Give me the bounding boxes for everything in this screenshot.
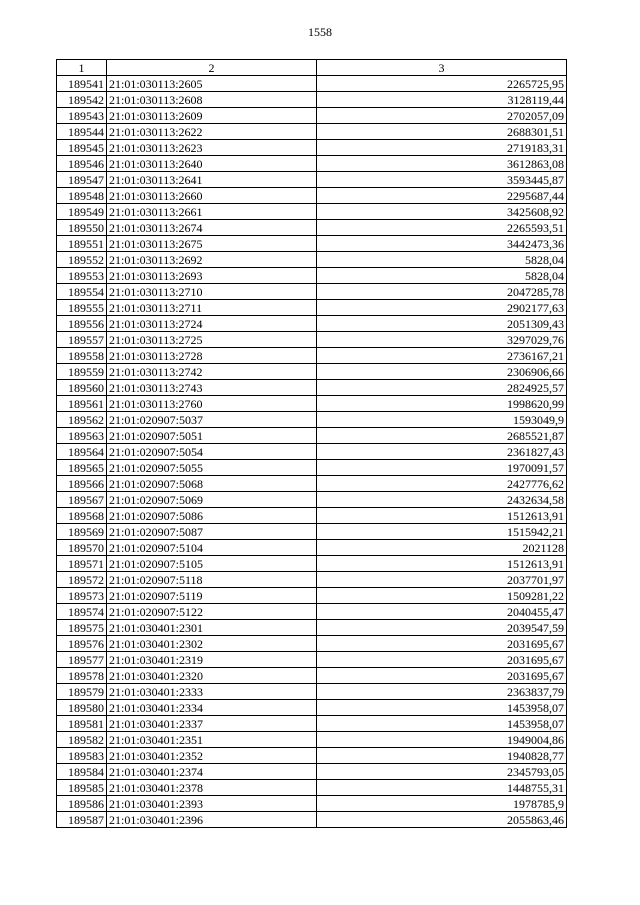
row-number-cell: 189583 bbox=[57, 748, 107, 764]
row-number-cell: 189569 bbox=[57, 524, 107, 540]
value-cell: 2427776,62 bbox=[317, 476, 567, 492]
data-table bbox=[56, 59, 567, 828]
value-cell: 3425608,92 bbox=[317, 204, 567, 220]
value-cell: 1509281,22 bbox=[317, 588, 567, 604]
table-row bbox=[57, 636, 567, 652]
cadastral-number-cell: 21:01:020907:5051 bbox=[107, 428, 317, 444]
table-row bbox=[57, 748, 567, 764]
value-cell: 2824925,57 bbox=[317, 380, 567, 396]
cadastral-number-cell: 21:01:030113:2640 bbox=[107, 156, 317, 172]
row-number-cell: 189578 bbox=[57, 668, 107, 684]
row-number-cell: 189585 bbox=[57, 780, 107, 796]
table-row bbox=[57, 252, 567, 268]
table-row bbox=[57, 444, 567, 460]
value-cell: 2031695,67 bbox=[317, 652, 567, 668]
row-number-cell: 189584 bbox=[57, 764, 107, 780]
value-cell: 2051309,43 bbox=[317, 316, 567, 332]
cadastral-number-cell: 21:01:020907:5086 bbox=[107, 508, 317, 524]
row-number-cell: 189587 bbox=[57, 812, 107, 828]
row-number-cell: 189579 bbox=[57, 684, 107, 700]
value-cell: 2736167,21 bbox=[317, 348, 567, 364]
value-cell: 2039547,59 bbox=[317, 620, 567, 636]
table-row bbox=[57, 92, 567, 108]
value-cell: 1593049,9 bbox=[317, 412, 567, 428]
value-cell: 2685521,87 bbox=[317, 428, 567, 444]
value-cell: 1998620,99 bbox=[317, 396, 567, 412]
table-row bbox=[57, 556, 567, 572]
row-number-cell: 189581 bbox=[57, 716, 107, 732]
table-row bbox=[57, 428, 567, 444]
value-cell: 2265593,51 bbox=[317, 220, 567, 236]
cadastral-number-cell: 21:01:030401:2319 bbox=[107, 652, 317, 668]
value-cell: 2902177,63 bbox=[317, 300, 567, 316]
cadastral-number-cell: 21:01:030401:2334 bbox=[107, 700, 317, 716]
value-cell: 2040455,47 bbox=[317, 604, 567, 620]
table-row bbox=[57, 732, 567, 748]
row-number-cell: 189542 bbox=[57, 92, 107, 108]
row-number-cell: 189565 bbox=[57, 460, 107, 476]
table-row bbox=[57, 508, 567, 524]
row-number-cell: 189572 bbox=[57, 572, 107, 588]
row-number-cell: 189551 bbox=[57, 236, 107, 252]
value-cell: 2047285,78 bbox=[317, 284, 567, 300]
value-cell: 3593445,87 bbox=[317, 172, 567, 188]
row-number-cell: 189552 bbox=[57, 252, 107, 268]
cadastral-number-cell: 21:01:020907:5069 bbox=[107, 492, 317, 508]
row-number-cell: 189582 bbox=[57, 732, 107, 748]
cadastral-number-cell: 21:01:030113:2760 bbox=[107, 396, 317, 412]
value-cell: 2055863,46 bbox=[317, 812, 567, 828]
cadastral-number-cell: 21:01:030401:2378 bbox=[107, 780, 317, 796]
table-row bbox=[57, 540, 567, 556]
value-cell: 3297029,76 bbox=[317, 332, 567, 348]
value-cell: 1512613,91 bbox=[317, 556, 567, 572]
row-number-cell: 189577 bbox=[57, 652, 107, 668]
row-number-cell: 189564 bbox=[57, 444, 107, 460]
table-row bbox=[57, 396, 567, 412]
row-number-cell: 189563 bbox=[57, 428, 107, 444]
table-row bbox=[57, 572, 567, 588]
table-row bbox=[57, 284, 567, 300]
cadastral-number-cell: 21:01:030401:2333 bbox=[107, 684, 317, 700]
value-cell: 2031695,67 bbox=[317, 636, 567, 652]
table-row bbox=[57, 764, 567, 780]
value-cell: 1949004,86 bbox=[317, 732, 567, 748]
value-cell: 2702057,09 bbox=[317, 108, 567, 124]
table-row bbox=[57, 156, 567, 172]
row-number-cell: 189562 bbox=[57, 412, 107, 428]
cadastral-number-cell: 21:01:030113:2692 bbox=[107, 252, 317, 268]
value-cell: 1512613,91 bbox=[317, 508, 567, 524]
table-row bbox=[57, 236, 567, 252]
table-row bbox=[57, 412, 567, 428]
cadastral-number-cell: 21:01:030113:2728 bbox=[107, 348, 317, 364]
cadastral-number-cell: 21:01:020907:5118 bbox=[107, 572, 317, 588]
cadastral-number-cell: 21:01:030401:2374 bbox=[107, 764, 317, 780]
column-header-3: 3 bbox=[317, 60, 567, 76]
value-cell: 2719183,31 bbox=[317, 140, 567, 156]
row-number-cell: 189549 bbox=[57, 204, 107, 220]
cadastral-number-cell: 21:01:030401:2396 bbox=[107, 812, 317, 828]
table-row bbox=[57, 492, 567, 508]
table-row bbox=[57, 620, 567, 636]
value-cell: 1970091,57 bbox=[317, 460, 567, 476]
row-number-cell: 189576 bbox=[57, 636, 107, 652]
value-cell: 2363837,79 bbox=[317, 684, 567, 700]
cadastral-number-cell: 21:01:020907:5087 bbox=[107, 524, 317, 540]
row-number-cell: 189553 bbox=[57, 268, 107, 284]
value-cell: 1978785,9 bbox=[317, 796, 567, 812]
row-number-cell: 189555 bbox=[57, 300, 107, 316]
cadastral-number-cell: 21:01:030113:2710 bbox=[107, 284, 317, 300]
cadastral-number-cell: 21:01:020907:5054 bbox=[107, 444, 317, 460]
row-number-cell: 189560 bbox=[57, 380, 107, 396]
value-cell: 2037701,97 bbox=[317, 572, 567, 588]
row-number-cell: 189567 bbox=[57, 492, 107, 508]
cadastral-number-cell: 21:01:030113:2623 bbox=[107, 140, 317, 156]
table-row bbox=[57, 332, 567, 348]
cadastral-number-cell: 21:01:030113:2609 bbox=[107, 108, 317, 124]
row-number-cell: 189548 bbox=[57, 188, 107, 204]
value-cell: 1448755,31 bbox=[317, 780, 567, 796]
table-row bbox=[57, 348, 567, 364]
value-cell: 1453958,07 bbox=[317, 700, 567, 716]
table-row bbox=[57, 124, 567, 140]
cadastral-number-cell: 21:01:030401:2301 bbox=[107, 620, 317, 636]
cadastral-number-cell: 21:01:030401:2393 bbox=[107, 796, 317, 812]
table-row bbox=[57, 700, 567, 716]
row-number-cell: 189574 bbox=[57, 604, 107, 620]
value-cell: 2306906,66 bbox=[317, 364, 567, 380]
row-number-cell: 189544 bbox=[57, 124, 107, 140]
cadastral-number-cell: 21:01:020907:5105 bbox=[107, 556, 317, 572]
value-cell: 3128119,44 bbox=[317, 92, 567, 108]
row-number-cell: 189561 bbox=[57, 396, 107, 412]
row-number-cell: 189558 bbox=[57, 348, 107, 364]
table-row bbox=[57, 652, 567, 668]
table-row bbox=[57, 476, 567, 492]
cadastral-number-cell: 21:01:030401:2320 bbox=[107, 668, 317, 684]
table-row bbox=[57, 604, 567, 620]
value-cell: 5828,04 bbox=[317, 252, 567, 268]
cadastral-number-cell: 21:01:030113:2660 bbox=[107, 188, 317, 204]
value-cell: 2688301,51 bbox=[317, 124, 567, 140]
value-cell: 2021128 bbox=[317, 540, 567, 556]
table-row bbox=[57, 780, 567, 796]
cadastral-number-cell: 21:01:020907:5104 bbox=[107, 540, 317, 556]
value-cell: 2432634,58 bbox=[317, 492, 567, 508]
row-number-cell: 189570 bbox=[57, 540, 107, 556]
cadastral-number-cell: 21:01:030113:2622 bbox=[107, 124, 317, 140]
table-row bbox=[57, 172, 567, 188]
table-row bbox=[57, 204, 567, 220]
value-cell: 1940828,77 bbox=[317, 748, 567, 764]
row-number-cell: 189557 bbox=[57, 332, 107, 348]
cadastral-number-cell: 21:01:030401:2351 bbox=[107, 732, 317, 748]
table-row bbox=[57, 524, 567, 540]
table-row bbox=[57, 796, 567, 812]
row-number-cell: 189547 bbox=[57, 172, 107, 188]
row-number-cell: 189545 bbox=[57, 140, 107, 156]
value-cell: 1453958,07 bbox=[317, 716, 567, 732]
table-row bbox=[57, 684, 567, 700]
value-cell: 3612863,08 bbox=[317, 156, 567, 172]
row-number-cell: 189566 bbox=[57, 476, 107, 492]
value-cell: 2345793,05 bbox=[317, 764, 567, 780]
row-number-cell: 189580 bbox=[57, 700, 107, 716]
cadastral-number-cell: 21:01:030401:2352 bbox=[107, 748, 317, 764]
cadastral-number-cell: 21:01:020907:5055 bbox=[107, 460, 317, 476]
cadastral-number-cell: 21:01:030401:2337 bbox=[107, 716, 317, 732]
cadastral-number-cell: 21:01:030113:2742 bbox=[107, 364, 317, 380]
value-cell: 2295687,44 bbox=[317, 188, 567, 204]
table-row bbox=[57, 364, 567, 380]
value-cell: 3442473,36 bbox=[317, 236, 567, 252]
table-row bbox=[57, 140, 567, 156]
table-row bbox=[57, 300, 567, 316]
header-row bbox=[57, 60, 567, 76]
value-cell: 1515942,21 bbox=[317, 524, 567, 540]
table-row bbox=[57, 108, 567, 124]
row-number-cell: 189543 bbox=[57, 108, 107, 124]
value-cell: 5828,04 bbox=[317, 268, 567, 284]
row-number-cell: 189586 bbox=[57, 796, 107, 812]
table-row bbox=[57, 188, 567, 204]
cadastral-number-cell: 21:01:030113:2724 bbox=[107, 316, 317, 332]
row-number-cell: 189554 bbox=[57, 284, 107, 300]
table-row bbox=[57, 268, 567, 284]
table-row bbox=[57, 220, 567, 236]
table-row bbox=[57, 76, 567, 92]
cadastral-number-cell: 21:01:030113:2725 bbox=[107, 332, 317, 348]
table-row bbox=[57, 668, 567, 684]
cadastral-number-cell: 21:01:030113:2693 bbox=[107, 268, 317, 284]
row-number-cell: 189573 bbox=[57, 588, 107, 604]
row-number-cell: 189559 bbox=[57, 364, 107, 380]
cadastral-number-cell: 21:01:020907:5122 bbox=[107, 604, 317, 620]
row-number-cell: 189568 bbox=[57, 508, 107, 524]
row-number-cell: 189550 bbox=[57, 220, 107, 236]
table-row bbox=[57, 812, 567, 828]
value-cell: 2265725,95 bbox=[317, 76, 567, 92]
page-number: 1558 bbox=[308, 25, 332, 39]
cadastral-number-cell: 21:01:030113:2675 bbox=[107, 236, 317, 252]
table-row bbox=[57, 380, 567, 396]
table-body bbox=[57, 76, 567, 828]
value-cell: 2031695,67 bbox=[317, 668, 567, 684]
cadastral-number-cell: 21:01:020907:5119 bbox=[107, 588, 317, 604]
cadastral-number-cell: 21:01:020907:5037 bbox=[107, 412, 317, 428]
table-row bbox=[57, 716, 567, 732]
row-number-cell: 189556 bbox=[57, 316, 107, 332]
cadastral-number-cell: 21:01:030113:2641 bbox=[107, 172, 317, 188]
cadastral-number-cell: 21:01:030113:2711 bbox=[107, 300, 317, 316]
row-number-cell: 189541 bbox=[57, 76, 107, 92]
table-row bbox=[57, 588, 567, 604]
cadastral-number-cell: 21:01:030113:2743 bbox=[107, 380, 317, 396]
cadastral-number-cell: 21:01:030113:2661 bbox=[107, 204, 317, 220]
row-number-cell: 189575 bbox=[57, 620, 107, 636]
table-row bbox=[57, 316, 567, 332]
cadastral-number-cell: 21:01:030113:2608 bbox=[107, 92, 317, 108]
row-number-cell: 189571 bbox=[57, 556, 107, 572]
value-cell: 2361827,43 bbox=[317, 444, 567, 460]
row-number-cell: 189546 bbox=[57, 156, 107, 172]
cadastral-number-cell: 21:01:030113:2674 bbox=[107, 220, 317, 236]
cadastral-number-cell: 21:01:030113:2605 bbox=[107, 76, 317, 92]
table-row bbox=[57, 460, 567, 476]
cadastral-number-cell: 21:01:030401:2302 bbox=[107, 636, 317, 652]
cadastral-number-cell: 21:01:020907:5068 bbox=[107, 476, 317, 492]
column-header-2: 2 bbox=[107, 60, 317, 76]
column-header-1: 1 bbox=[57, 60, 107, 76]
